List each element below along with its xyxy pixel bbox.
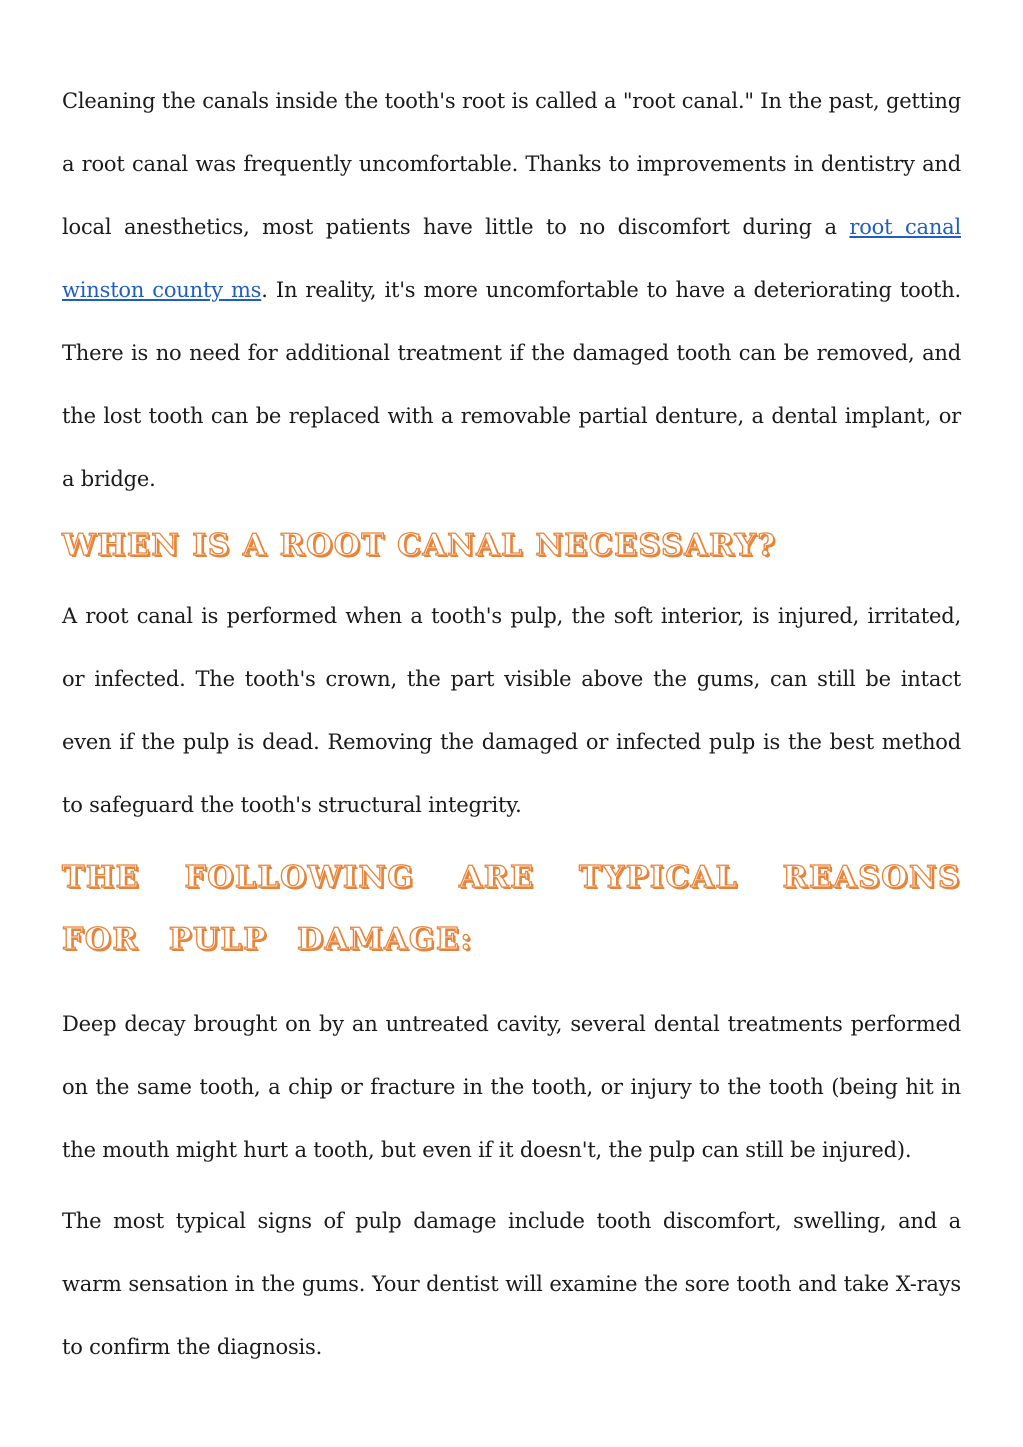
document-page (62, 70, 961, 1379)
section2-paragraph-symptoms: The most typical signs of pulp damage include tooth discomfort, swelling, and a warm sensation in the gums. Your dentist will examine the sore tooth and take X-rays to confirm the diagnosis. (62, 1209, 961, 1359)
section2-paragraph-causes: Deep decay brought on by an untreated cavity, several dental treatments performed on the same tooth, a chip or fracture in the tooth, or injury to the tooth (being hit in the mouth might hurt a tooth, but even if it doesn't, the pulp can still be injured). (62, 1012, 961, 1162)
intro-text-after-link: . In reality, it's more uncomfortable to have a deteriorating tooth. There is no need for additional treatment if the damaged tooth can be removed, and the lost tooth can be replaced with a removable partial denture, a dental implant, or a bridge. (62, 278, 961, 491)
paragraph-spacer (62, 1182, 961, 1190)
section1-paragraph: A root canal is performed when a tooth's pulp, the soft interior, is injured, irritated, or infected. The tooth's crown, the part visible above the gums, can still be intact even if the pulp is dead. Removing the damaged or infected pulp is the best method to safeguard the tooth's structural integrity. (62, 604, 961, 817)
section-heading-when-necessary: WHEN IS A ROOT CANAL NECESSARY? (62, 528, 777, 563)
intro-text-before-link: Cleaning the canals inside the tooth's root is called a "root canal." In the past, getting a root canal was frequently uncomfortable. Thanks to improvements in dentistry and local anesthetics, most patients have little to no discomfort during a (62, 89, 961, 239)
section-heading-pulp-damage-reasons: THE FOLLOWING ARE TYPICAL REASONS FOR PULP DAMAGE: (62, 860, 961, 957)
intro-paragraph (62, 70, 961, 511)
root-canal-link[interactable]: root canal winston county ms (62, 215, 961, 302)
